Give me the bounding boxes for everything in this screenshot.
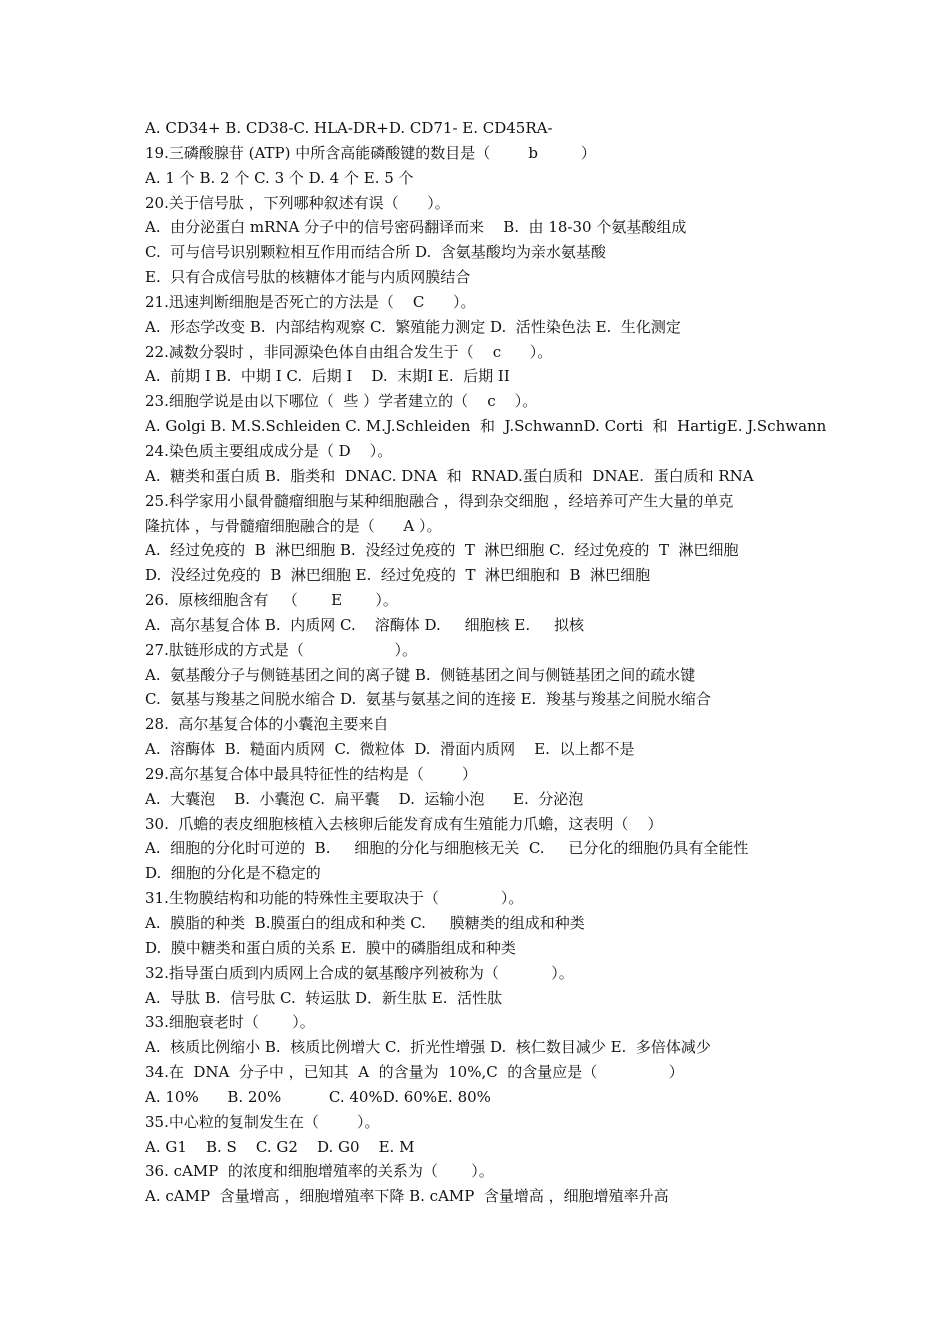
text-line: 27.肽链形成的方式是（ ）。 [145, 640, 417, 659]
text-line: A. Golgi B. M.S.Schleiden C. M.J.Schleiden 和 J.SchwannD. Corti 和 HartigE. J.Schwann [145, 417, 827, 436]
text-line: 31.生物膜结构和功能的特殊性主要取决于（ ）。 [145, 889, 524, 908]
text-line: D. 膜中糖类和蛋白质的关系 E. 膜中的磷脂组成和种类 [145, 938, 516, 957]
text-line: 隆抗体 ，与骨髓瘤细胞融合的是（ A ）。 [145, 516, 442, 535]
text-line: A. 经过免疫的 B 淋巴细胞 B. 没经过免疫的 T 淋巴细胞 C. 经过免疫的 T 淋巴细胞 [145, 541, 739, 560]
text-line: A. 糖类和蛋白质 B. 脂类和 DNAC. DNA 和 RNAD.蛋白质和 DNAE. 蛋白质和 RNA [145, 466, 754, 485]
text-line: A. 由分泌蛋白 mRNA 分子中的信号密码翻译而来 B. 由 18-30 个氨基酸组成 [145, 218, 687, 237]
text-line: 22.减数分裂时 ，非同源染色体自由组合发生于（ c ）。 [145, 342, 553, 361]
text-line: 24.染色质主要组成成分是（ D ）。 [145, 441, 393, 460]
text-line: A. 核质比例缩小 B. 核质比例增大 C. 折光性增强 D. 核仁数目减少 E. 多倍体减少 [145, 1038, 711, 1057]
text-line: 23.细胞学说是由以下哪位（ 些 ）学者建立的（ c ）。 [145, 392, 538, 411]
text-line: 20.关于信号肽 ，下列哪种叙述有误（ ）。 [145, 193, 450, 212]
text-line: C. 可与信号识别颗粒相互作用而结合所 D. 含氨基酸均为亲水氨基酸 [145, 243, 606, 262]
text-line: 30. 爪蟾的表皮细胞核植入去核卵后能发育成有生殖能力爪蟾，这表明（ ） [145, 814, 663, 833]
text-line: 34.在 DNA 分子中 ，已知其 A 的含量为 10%,C 的含量应是（ ） [145, 1063, 684, 1082]
text-line: C. 氨基与羧基之间脱水缩合 D. 氨基与氨基之间的连接 E. 羧基与羧基之间脱水缩合 [145, 690, 711, 709]
text-line: A. 形态学改变 B. 内部结构观察 C. 繁殖能力测定 D. 活性染色法 E. 生化测定 [145, 317, 681, 336]
text-line: 21.迅速判断细胞是否死亡的方法是（ C ）。 [145, 292, 476, 311]
text-line: A. 10% B. 20% C. 40%D. 60%E. 80% [145, 1087, 491, 1106]
text-line: 35.中心粒的复制发生在（ ）。 [145, 1112, 380, 1131]
text-line: A. cAMP 含量增高 ，细胞增殖率下降 B. cAMP 含量增高 ，细胞增殖率升高 [145, 1187, 669, 1206]
text-line: A. 细胞的分化时可逆的 B. 细胞的分化与细胞核无关 C. 已分化的细胞仍具有全能性 [145, 839, 749, 858]
text-line: 36. cAMP 的浓度和细胞增殖率的关系为（ ）。 [145, 1162, 494, 1181]
text-line: A. 导肽 B. 信号肽 C. 转运肽 D．新生肽 E. 活性肽 [145, 988, 503, 1007]
text-line: 32.指导蛋白质到内质网上合成的氨基酸序列被称为（ ）。 [145, 963, 574, 982]
text-line: D. 没经过免疫的 B 淋巴细胞 E. 经过免疫的 T 淋巴细胞和 B 淋巴细胞 [145, 566, 651, 585]
text-line: A. 氨基酸分子与侧链基团之间的离子键 B. 侧链基团之间与侧链基团之间的疏水键 [145, 665, 696, 684]
text-line: A. 1 个 B. 2 个 C. 3 个 D. 4 个 E. 5 个 [145, 168, 414, 187]
text-line: A. 高尔基复合体 B. 内质网 C. 溶酶体 D. 细胞核 E. 拟核 [145, 615, 584, 634]
text-line: 28. 高尔基复合体的小囊泡主要来自 [145, 715, 389, 734]
text-line: 19.三磷酸腺苷 (ATP) 中所含高能磷酸键的数目是（ b ） [145, 143, 596, 162]
text-line: 33.细胞衰老时（ ）。 [145, 1013, 315, 1032]
text-line: 29.高尔基复合体中最具特征性的结构是（ ） [145, 764, 478, 783]
text-line: A. CD34+ B. CD38-C. HLA-DR+D. CD71- E. CD45RA- [145, 119, 553, 137]
text-line: 25.科学家用小鼠骨髓瘤细胞与某种细胞融合 ，得到杂交细胞 ，经培养可产生大量的单克 [145, 491, 734, 510]
text-line: D. 细胞的分化是不稳定的 [145, 864, 321, 883]
text-line: 26. 原核细胞含有 （ E ）。 [145, 591, 398, 610]
text-line: A. 大囊泡 B. 小囊泡 C. 扁平囊 D. 运输小泡 E. 分泌泡 [145, 789, 584, 808]
text-line: A. G1 B. S C. G2 D. G0 E. M [145, 1137, 415, 1156]
text-line: E. 只有合成信号肽的核糖体才能与内质网膜结合 [145, 268, 471, 287]
text-line: A. 膜脂的种类 B.膜蛋白的组成和种类 C. 膜糖类的组成和种类 [145, 914, 585, 932]
question-list [145, 116, 825, 1209]
text-line: A. 溶酶体 B. 糙面内质网 C. 微粒体 D. 滑面内质网 E. 以上都不是 [145, 740, 635, 759]
text-line: A. 前期 I B. 中期 I C. 后期 I D. 末期Ⅰ E. 后期 II [145, 367, 510, 386]
